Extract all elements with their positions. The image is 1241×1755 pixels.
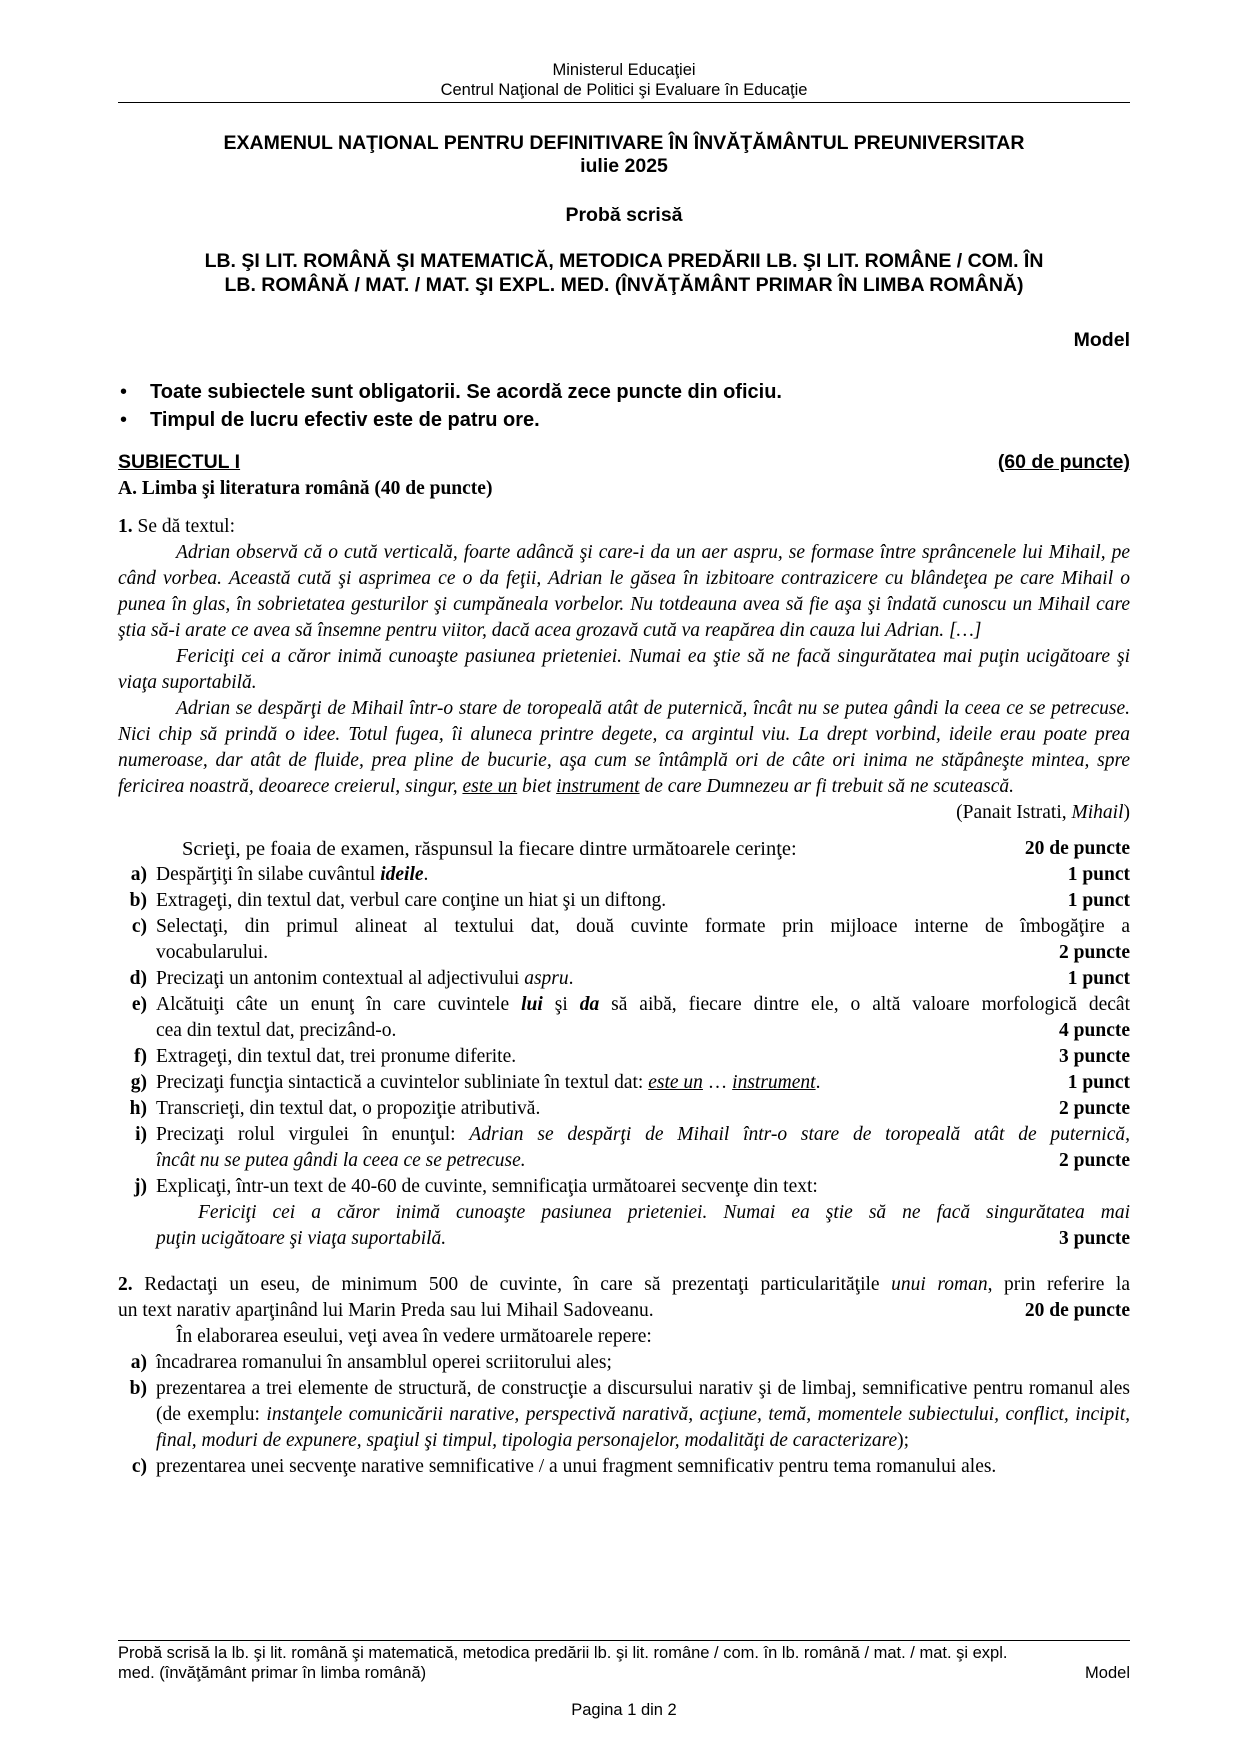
task-d: d) Precizaţi un antonim contextual al adjectivului aspru. 1 punct (129, 968, 1130, 989)
task-g: g) Precizaţi funcţia sintactică a cuvintelor subliniate în textul dat: este un … instrument. 1 punct (130, 1072, 1130, 1093)
page-number: Pagina 1 din 2 (571, 1701, 677, 1719)
text-paragraph-1: Adrian observă că o cută verticală, foarte adâncă şi care-i da un aer aspru, se formase între sprâncenele lui Mihail, pe când vorbea. Această cută şi asprimea ce o da feţii, Adrian le găsea în izbitoare contrazicere cu blândeţea pe care Mihail o punea în glas, în sobrietatea gesturilor şi cumpăneala vorbelor. Nu totdeauna avea să fie aşa şi îndată cunoscu un Mihail care ştia să-i arate ce avea să însemne pentru viitor, dacă acea grozavă cută va reapărea din cauza lui Adrian. […] (118, 542, 1130, 641)
task-j: j) Explicaţi, într-un text de 40-60 de cuvinte, semnificaţia următoarei secvenţe din text: Fericiţi cei a căror inimă cunoaşte pasiunea prieteniei. Numai ea ştie să ne facă singurătatea mai puţin ucigătoare şi viaţa suportabilă. 3 puncte (134, 1176, 1130, 1249)
instruction-item: • Toate subiectele sunt obligatorii. Se acordă zece puncte din oficiu. (118, 378, 1130, 406)
essay-item-c: c) prezentarea unei secvenţe narative semnificative / a unui fragment semnificativ pentru tema romanului ales. (131, 1456, 997, 1477)
exam-type: Probă scrisă (565, 204, 683, 226)
discipline-line1: LB. ŞI LIT. ROMÂNĂ ŞI MATEMATICĂ, METODICA PREDĂRII LB. ŞI LIT. ROMÂNE / COM. ÎN (204, 250, 1044, 272)
discipline-line2: LB. ROMÂNĂ / MAT. / MAT. ŞI EXPL. MED. (ÎNVĂŢĂMÂNT PRIMAR ÎN LIMBA ROMÂNĂ) (224, 274, 1024, 296)
subject-label: SUBIECTUL I (118, 451, 241, 473)
model-label: Model (1073, 329, 1130, 351)
page-footer (118, 1640, 1130, 1683)
underlined-words: este un (462, 776, 518, 797)
text-paragraph-2: Fericiţi cei a căror inimă cunoaşte pasiunea prieteniei. Numai ea ştie să ne facă singurătatea mai puţin ucigătoare şi viaţa suportabilă. (118, 646, 1130, 693)
task-instruction: Scrieţi, pe foaia de examen, răspunsul la fiecare dintre următoarele cerinţe: 20 de puncte (182, 838, 1130, 860)
discipline (118, 249, 1130, 297)
ministry-name: Ministerul Educaţiei (552, 61, 696, 79)
exam-date: iulie 2025 (580, 155, 668, 177)
text-paragraph-3: Adrian se despărţi de Mihail într-o stare de toropeală atât de puternică, încât nu se putea gândi la ceea ce se petrecuse. Nici chip să prindă o idee. Totul fugea, îi aluneca printre degete, ca argintul viu. La drept vorbind, ideile erau poate prea numeroase, dar atât de fluide, prea pline de bucurie, aşa cum se întâmplă ori de câte ori inima ne stăpâneşte mintea, spre fericirea noastră, deoarece creierul, singur, este un biet instrument de care Dumnezeu ar fi trebuit să ne scutească. (118, 698, 1130, 797)
essay-task: 2. Redactaţi un eseu, de minimum 500 de cuvinte, în care să prezentaţi particularităţile unui roman, prin referire la un text narativ aparţinând lui Marin Preda sau lui Mihail Sadoveanu. 20 de puncte În elaborarea eseului, veţi avea în vedere următoarele repere: a) încadrarea romanului în ansamblul operei scriitorului ales; b) prezentarea a trei elemente de structură, de construcţie a discursului narativ şi de limbaj, semnificative pentru romanul ales (de exemplu: instanţele comunicării narative, perspectivă narativă, acţiune, temă, momentele subiectului, conflict, incipit, final, moduri de expunere, spaţiul şi timpul, tipologia personajelor, modalităţi de caracterizare); c) prezentarea unei secvenţe narative semnificative / a unui fragment semnificativ pentru tema romanului ales. (118, 1272, 1130, 1480)
text-source: (Panait Istrati, Mihail) (956, 802, 1130, 823)
footer-line2: med. (învăţământ primar în limba română) (118, 1664, 427, 1682)
task-h: h) Transcrieţi, din textul dat, o propoziţie atributivă. 2 puncte (129, 1098, 1130, 1119)
instructions-list (118, 378, 1130, 434)
task-b: b) Extrageţi, din textul dat, verbul care conţine un hiat şi un diftong. 1 punct (129, 890, 1130, 911)
exam-title-line1: EXAMENUL NAŢIONAL PENTRU DEFINITIVARE ÎN ÎNVĂŢĂMÂNTUL PREUNIVERSITAR (223, 132, 1025, 154)
task-i: i) Precizaţi rolul virgulei în enunţul: Adrian se despărţi de Mihail într-o stare de toropeală atât de puternică, încât nu se putea gândi la ceea ce se petrecuse. 2 puncte (135, 1124, 1130, 1171)
subject-heading (118, 451, 1130, 474)
section-a-heading: A. Limba şi literatura română (40 de puncte) (118, 478, 493, 499)
document-body (118, 514, 1130, 1480)
exam-title (118, 132, 1130, 178)
footer-line1: Probă scrisă la lb. şi lit. română şi matematică, metodica predării lb. şi lit. române / com. în lb. română / mat. / mat. şi expl. (118, 1644, 1008, 1662)
subject-points: (60 de puncte) (997, 451, 1130, 473)
text-intro: 1. Se dă textul: (118, 516, 235, 537)
task-f: f) Extrageţi, din textul dat, trei pronume diferite. 3 puncte (134, 1046, 1130, 1067)
underlined-words: instrument (556, 776, 640, 797)
task-e: e) Alcătuiţi câte un enunţ în care cuvintele lui şi da să aibă, fiecare dintre ele, o altă valoare morfologică decât cea din textul dat, precizând-o. 4 puncte (131, 994, 1130, 1041)
instruction-item: • Timpul de lucru efectiv este de patru ore. (118, 406, 1130, 434)
essay-item-a: a) încadrarea romanului în ansamblul operei scriitorului ales; (130, 1352, 612, 1373)
essay-item-b: b) prezentarea a trei elemente de structură, de construcţie a discursului narativ şi de limbaj, semnificative pentru romanul ales (de exemplu: instanţele comunicării narative, perspectivă narativă, acţiune, temă, momentele subiectului, conflict, incipit, final, moduri de expunere, spaţiul şi timpul, tipologia personajelor, modalităţi de caracterizare); (129, 1378, 1130, 1451)
footer-model: Model (1085, 1664, 1130, 1682)
task-a: a) Despărţiţi în silabe cuvântul ideile. 1 punct (130, 864, 1130, 885)
header (118, 60, 1130, 103)
center-name: Centrul Naţional de Politici şi Evaluare în Educaţie (440, 81, 808, 99)
task-c: c) Selectaţi, din primul alineat al textului dat, două cuvinte formate prin mijloace interne de îmbogăţire a vocabularului. 2 puncte (131, 916, 1130, 963)
